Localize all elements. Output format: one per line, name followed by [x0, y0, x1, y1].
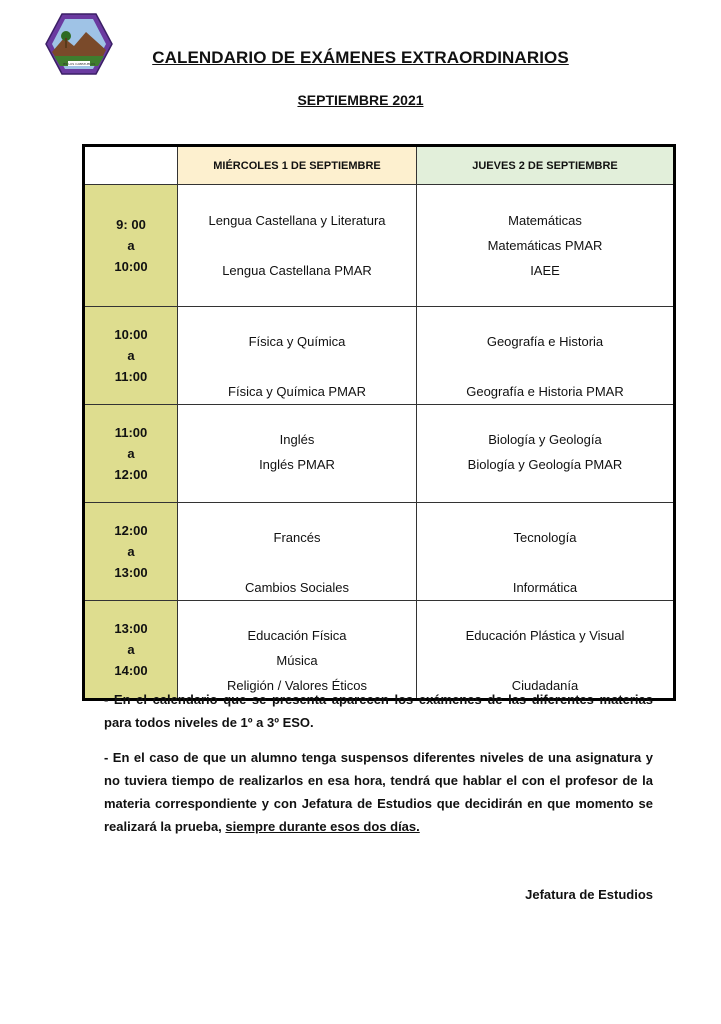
day-header-2: JUEVES 2 DE SEPTIEMBRE: [417, 146, 675, 185]
subject-cell-day1: Educación Física Música Religión / Valores Éticos: [178, 601, 417, 700]
signature: Jefatura de Estudios: [525, 887, 653, 902]
logo-text: IES LOS CABEZUELOS: [62, 62, 96, 66]
subject-cell-day1: Inglés Inglés PMAR: [178, 405, 417, 503]
time-cell: 9: 00 a 10:00: [84, 185, 178, 307]
time-cell: 13:00 a 14:00: [84, 601, 178, 700]
time-cell: 11:00 a 12:00: [84, 405, 178, 503]
note-emphasis: siempre durante esos dos días.: [225, 819, 420, 834]
table-row: [84, 405, 675, 503]
table-row: [84, 185, 675, 307]
day-header-1: MIÉRCOLES 1 DE SEPTIEMBRE: [178, 146, 417, 185]
table-row: [84, 503, 675, 601]
subject-cell-day2: Educación Plástica y Visual Ciudadanía: [417, 601, 675, 700]
subject-cell-day2: Tecnología Informática: [417, 503, 675, 601]
page-title: CALENDARIO DE EXÁMENES EXTRAORDINARIOS: [152, 48, 569, 67]
corner-cell: [84, 146, 178, 185]
subject-cell-day2: Geografía e Historia Geografía e Historia PMAR: [417, 307, 675, 405]
page-subtitle: SEPTIEMBRE 2021: [297, 92, 424, 108]
note-paragraph-1: - En el calendario que se presenta aparecen los exámenes de las diferentes materias para todos niveles de 1º a 3º ESO.: [104, 692, 653, 730]
table-header-row: [84, 146, 675, 185]
exam-schedule-table: [82, 144, 676, 701]
subject-cell-day1: Física y Química Física y Química PMAR: [178, 307, 417, 405]
subject-cell-day2: Matemáticas Matemáticas PMAR IAEE: [417, 185, 675, 307]
subject-cell-day1: Lengua Castellana y Literatura Lengua Castellana PMAR: [178, 185, 417, 307]
table-row: [84, 307, 675, 405]
note-paragraph-2: - En el caso de que un alumno tenga suspensos diferentes niveles de una asignatura y no tuviera tiempo de realizarlos en esa hora, tendrá que hablar el con el profesor de la materia correspondiente y con Jefatura de Estudios que decidirán en que momento se realizará la prueba, siempre durante esos dos días.: [104, 750, 653, 834]
table-row: [84, 601, 675, 700]
notes-section: [104, 688, 653, 850]
subject-cell-day1: Francés Cambios Sociales: [178, 503, 417, 601]
time-cell: 12:00 a 13:00: [84, 503, 178, 601]
subject-cell-day2: Biología y Geología Biología y Geología PMAR: [417, 405, 675, 503]
time-cell: 10:00 a 11:00: [84, 307, 178, 405]
